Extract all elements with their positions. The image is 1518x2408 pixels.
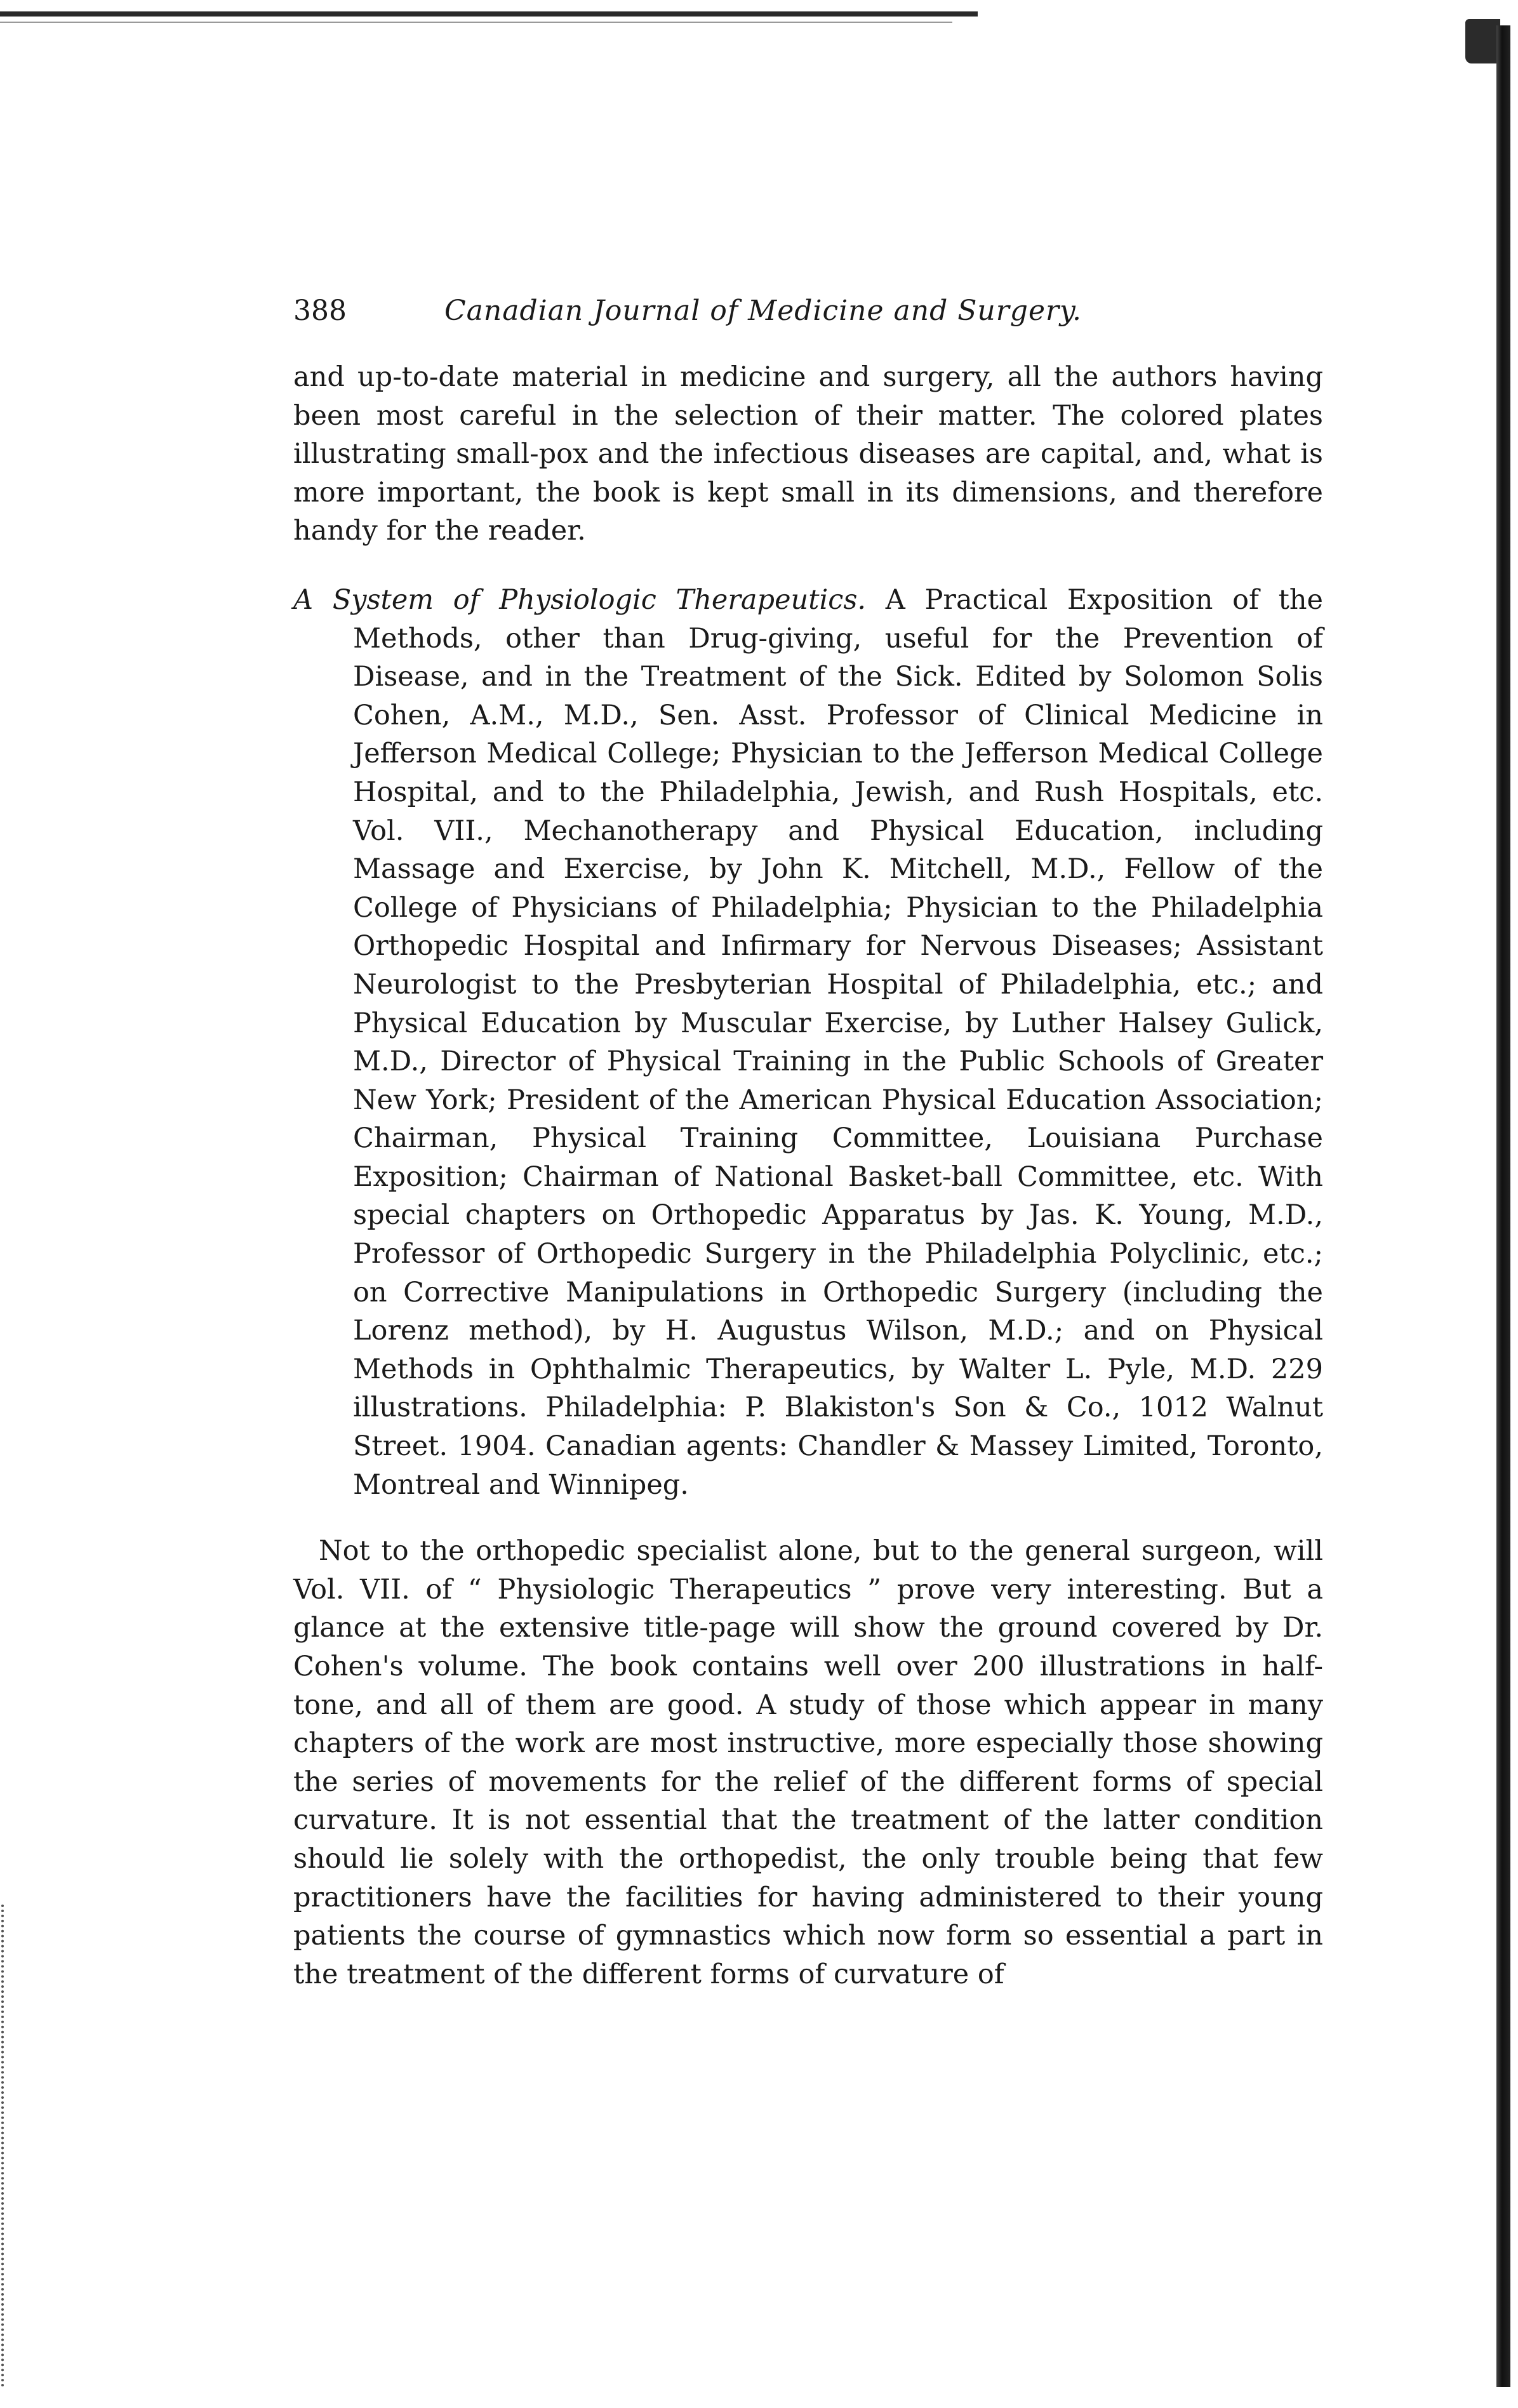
book-entry-title: A System of Physiologic Therapeutics. [293, 583, 867, 616]
page-body [293, 292, 1323, 2349]
journal-title: Canadian Journal of Medicine and Surgery. [444, 295, 1082, 327]
top-edge-thin-rule [0, 22, 952, 23]
scan-binding-edge [1496, 25, 1510, 2387]
review-paragraph: Not to the orthopedic specialist alone, but to the general surgeon, will Vol. VII. of “ Physiologic Therapeutics ” prove very interesting. But a glance at the extensive title-page will show the ground covered by Dr. Cohen's volume. The book contains well over 200 illustrations in half-tone, and all of them are good. A study of those which appear in many chapters of the work are most instructive, more especially those showing the series of movements for the relief of the different forms of special curvature. It is not essential that the treatment of the latter condition should lie solely with the orthopedist, the only trouble being that few practitioners have the facilities for having administered to their young patients the course of gymnastics which now form so essential a part in the treatment of the different forms of curvature of [293, 1535, 1323, 1990]
continuation-paragraph: and up-to-date material in medicine and surgery, all the authors having been most careful in the selection of their matter. The colored plates illustrating small-pox and the infectious diseases are capital, and, what is more important, the book is kept small in its dimensions, and therefore handy for the reader. [293, 361, 1323, 547]
page-number: 388 [293, 295, 347, 327]
scan-corner-mark [1465, 19, 1500, 63]
book-entry-details: A Practical Exposition of the Methods, other than Drug-giving, useful for the Prevention of Disease, and in the Treatment of the Sick. Edited by Solomon Solis Cohen, A.M., M.D., Sen. Asst. Professor of Clinical Medicine in Jefferson Medical College; Physician to the Jefferson Medical College Hospital, and to the Philadelphia, Jewish, and Rush Hospitals, etc. Vol. VII., Mechanotherapy and Physical Education, including Massage and Exercise, by John K. Mitchell, M.D., Fellow of the College of Physicians of Philadelphia; Physician to the Philadelphia Orthopedic Hospital and Infirmary for Nervous Diseases; Assistant Neurologist to the Presbyterian Hospital of Philadelphia, etc.; and Physical Education by Muscular Exercise, by Luther Halsey Gulick, M.D., Director of Physical Training in the Public Schools of Greater New York; President of the American Physical Education Association; Chairman, Physical Training Committee, Louisiana Purchase Exposition; Chairman of National Basket-ball Committee, etc. With special chapters on Orthopedic Apparatus by Jas. K. Young, M.D., Professor of Orthopedic Surgery in the Philadelphia Polyclinic, etc.; on Corrective Manipulations in Orthopedic Surgery (including the Lorenz method), by H. Augustus Wilson, M.D.; and on Physical Methods in Ophthalmic Therapeutics, by Walter L. Pyle, M.D. 229 illustrations. Philadelphia: P. Blakiston's Son & Co., 1012 Walnut Street. 1904. Canadian agents: Chandler & Massey Limited, Toronto, Montreal and Winnipeg. [353, 583, 1323, 1501]
top-edge-rule [0, 11, 978, 17]
scan-left-speckles [1, 1905, 9, 2387]
running-head [293, 292, 1323, 330]
book-entry [293, 581, 1323, 1504]
